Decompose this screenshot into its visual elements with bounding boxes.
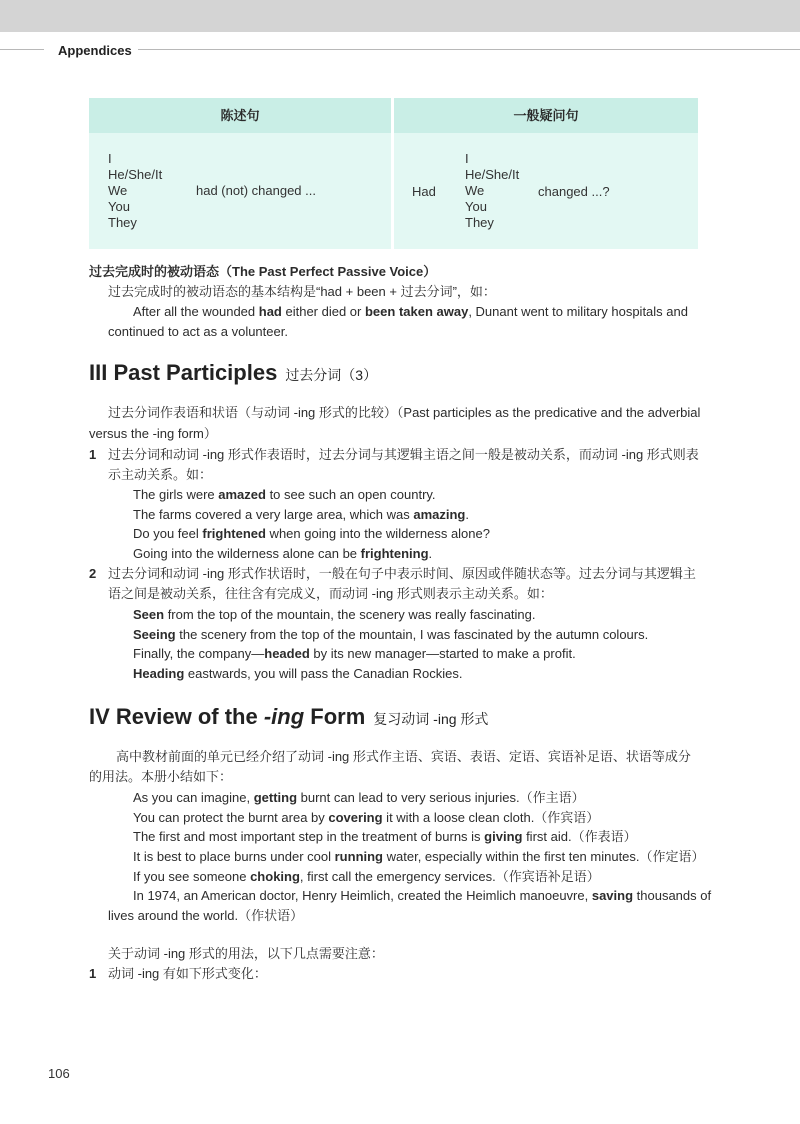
example-sentence: Finally, the company—headed by its new manager—started to make a profit. [133,646,576,661]
question-header: 一般疑问句 [394,98,698,133]
example-sentence: Heading eastwards, you will pass the Canadian Rockies. [133,666,463,681]
pronoun-list [108,151,162,231]
example-sentence: Seeing the scenery from the top of the mountain, I was fascinated by the autumn colours. [133,627,649,642]
passive-example-cont: continued to act as a volunteer. [108,324,288,339]
example-sentence: In 1974, an American doctor, Henry Heimlich, created the Heimlich manoeuvre, saving thousands of [133,888,712,903]
question-cell [394,133,698,249]
pronoun: He/She/It [108,167,163,182]
pronoun: They [465,215,494,230]
paragraph: 动词 -ing 有如下形式变化： [108,966,267,981]
question-verb: changed ...? [538,184,610,199]
example-sentence: It is best to place burns under cool running water, especially within the first ten minutes.（作定语） [133,849,705,864]
paragraph: 过去分词和动词 -ing 形式作表语时，过去分词与其逻辑主语之间一般是被动关系，而动词 -ing 形式则表 [108,447,699,462]
example-sentence: Going into the wilderness alone can be frightening. [133,546,433,561]
pronoun: You [108,199,130,214]
pronoun: He/She/It [465,167,520,182]
question-column [394,98,698,249]
page-number: 106 [48,1066,70,1081]
pronoun: You [465,199,487,214]
paragraph: 的用法。本册小结如下： [89,769,233,784]
paragraph: 高中教材前面的单元已经介绍了动词 -ing 形式作主语、宾语、表语、定语、宾语补足语、状语等成分 [116,749,691,764]
passive-desc: 过去完成时的被动语态的基本结构是“had + been + 过去分词”，如： [108,284,496,299]
example-sentence: As you can imagine, getting burnt can lead to very serious injuries.（作主语） [133,790,585,805]
paragraph: 示主动关系。如： [108,467,213,482]
example-sentence: The girls were amazed to see such an open country. [133,487,436,502]
example-sentence: The first and most important step in the treatment of burns is giving first aid.（作表语） [133,829,637,844]
question-aux: Had [412,184,436,199]
statement-column [89,98,391,249]
statement-cell [89,133,391,249]
passive-example: After all the wounded had either died or been taken away, Dunant went to military hospitals and [133,304,688,319]
top-bar [0,0,800,32]
example-sentence: Do you feel frightened when going into the wilderness alone? [133,526,490,541]
example-sentence-cont: lives around the world.（作状语） [108,908,304,923]
example-sentence: The farms covered a very large area, which was amazing. [133,507,469,522]
paragraph: 过去分词作表语和状语（与动词 -ing 形式的比较）（Past participles as the predicative and the adverbial [108,405,701,420]
pronoun-list [465,151,519,231]
paragraph: 过去分词和动词 -ing 形式作状语时，一般在句子中表示时间、原因或伴随状态等。过去分词与其逻辑主 [108,566,696,581]
conjugation-table [89,98,698,249]
section-title: III Past Participles 过去分词（3） [89,360,378,385]
paragraph: 关于动词 -ing 形式的用法，以下几点需要注意： [108,946,384,961]
paragraph: versus the -ing form） [89,426,217,441]
pronoun: We [465,183,485,198]
statement-header: 陈述句 [89,98,391,133]
section-title: IV Review of the -ing Form 复习动词 -ing 形式 [89,704,489,729]
list-number: 1 [89,447,97,462]
pronoun: I [108,151,112,166]
example-sentence: Seen from the top of the mountain, the scenery was really fascinating. [133,607,536,622]
paragraph: 语之间是被动关系，往往含有完成义，而动词 -ing 形式则表示主动关系。如： [108,586,553,601]
pronoun: We [108,183,128,198]
example-sentence: If you see someone choking, first call the emergency services.（作宾语补足语） [133,869,600,884]
list-number: 2 [89,566,97,581]
pronoun: They [108,215,137,230]
passive-title: 过去完成时的被动语态（The Past Perfect Passive Voice） [89,264,437,279]
list-number: 1 [89,966,97,981]
pronoun: I [465,151,469,166]
header-rule [138,49,800,50]
running-header: Appendices [58,43,132,58]
example-sentence: You can protect the burnt area by covering it with a loose clean cloth.（作宾语） [133,810,600,825]
statement-verb: had (not) changed ... [196,183,316,198]
header-rule-left [0,49,44,50]
